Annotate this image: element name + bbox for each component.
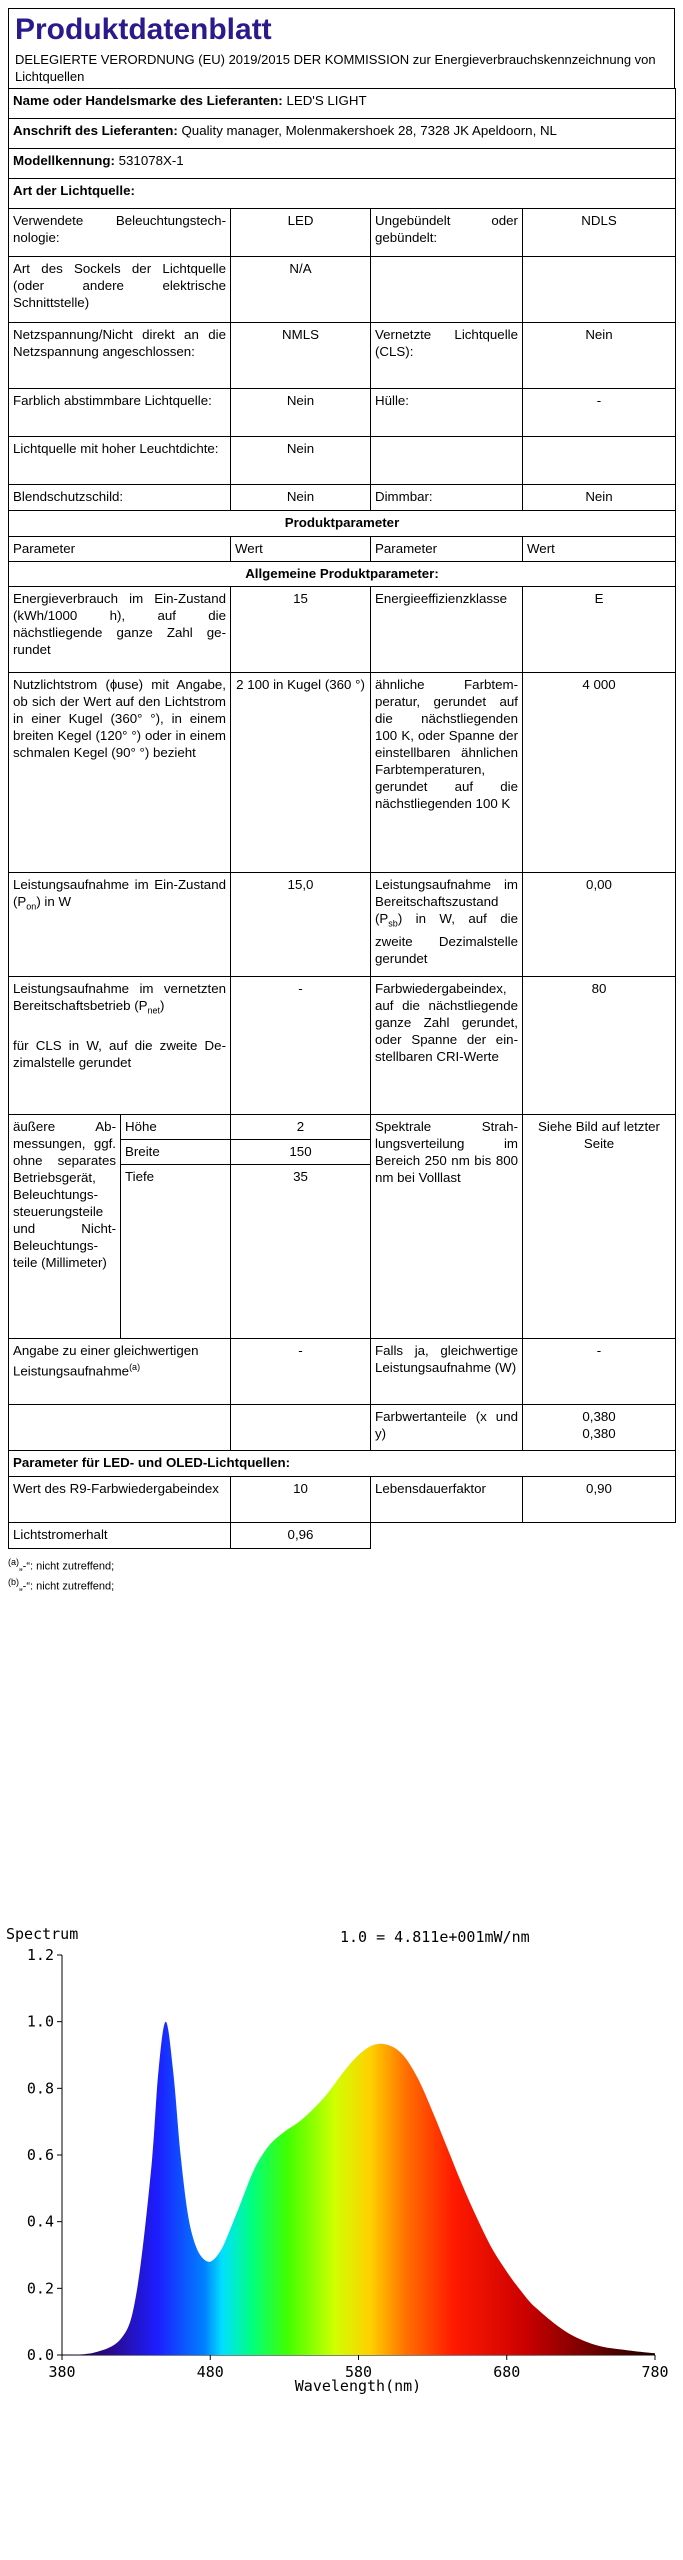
table-row xyxy=(9,1405,676,1451)
spectral-distribution-value: Siehe Bild auf letzter Seite xyxy=(523,1115,676,1339)
spectrum-area-layer xyxy=(62,2022,655,2355)
y-ticks xyxy=(27,1946,62,2364)
general-params-section: Allgemeine Produktparameter: xyxy=(9,562,676,587)
on-mode-power-label xyxy=(9,873,231,977)
on-mode-power-value: 15,0 xyxy=(231,873,371,977)
networked-subscript: net xyxy=(147,1005,161,1016)
depth-label: Tiefe xyxy=(121,1165,231,1339)
led-params-section: Parameter für LED- und OLED-Lichtquellen: xyxy=(9,1451,676,1477)
table-row xyxy=(9,485,676,511)
survival-factor-value: 0,90 xyxy=(523,1477,676,1523)
equivalent-power-claim-text: Angabe zu einer gleichwertigen Leistungsaufnahme xyxy=(13,1343,199,1379)
networked-standby-label-text: Leistungsaufnahme im vernetzten Bereitschaftsbetrieb (P xyxy=(13,981,226,1013)
chromaticity-value xyxy=(523,1405,676,1451)
tunable-label: Farblich abstimmbare Lichtquelle: xyxy=(9,389,231,437)
y-tick-label: 0.0 xyxy=(26,2346,54,2364)
nondirectional-value: NDLS xyxy=(523,209,676,257)
table-row xyxy=(9,209,676,257)
table-row xyxy=(9,389,676,437)
networked-standby-note: für CLS in W, auf die zweite Dezimalstelle gerundet xyxy=(13,1037,226,1070)
cct-label: ähnliche Farbtemperatur, gerundet auf die nächstliegenden 100 K, oder Spanne der einstellbaren ähnlichen Farbtemperaturen, gerundet auf die nächstliegenden 100 K xyxy=(371,673,523,873)
height-value: 2 xyxy=(231,1115,371,1140)
tech-value: LED xyxy=(231,209,371,257)
on-mode-power-label-text: Leistungsaufnahme im Ein-Zustand (P xyxy=(13,877,226,909)
spectral-distribution-label: Spektrale Strahlungsverteilung im Bereich 250 nm bis 800 nm bei Volllast xyxy=(371,1115,523,1339)
col-param-header: Parameter xyxy=(9,537,231,562)
footnote-b xyxy=(8,1575,675,1595)
x-tick-label: 780 xyxy=(641,2363,669,2381)
light-source-section-row xyxy=(9,179,676,209)
energy-class-value: E xyxy=(523,587,676,673)
height-label: Höhe xyxy=(121,1115,231,1140)
networked-standby-label xyxy=(9,977,231,1115)
glare-value: Nein xyxy=(231,485,371,511)
footnote-a-text: „-“: nicht zutreffend; xyxy=(19,1560,115,1573)
supplier-address-row xyxy=(9,119,676,149)
high-luminance-value: Nein xyxy=(231,437,371,485)
chart-title: 1.0 = 4.811e+001mW/nm xyxy=(340,1928,530,1946)
product-params-section: Produktparameter xyxy=(9,511,676,537)
footnotes xyxy=(8,1555,675,1594)
product-params-section-row xyxy=(9,511,676,537)
supplier-name-label: Name oder Handelsmarke des Lieferanten: xyxy=(13,93,283,108)
envelope-label: Hülle: xyxy=(371,389,523,437)
dimensions-label: äußere Abmessungen, ggf. ohne separates Betriebsgerät, Beleuchtungssteuerungsteile und Nicht-Beleuchtungsteile (Millimeter) xyxy=(9,1115,121,1339)
table-row xyxy=(9,437,676,485)
lumen-maintenance-value: 0,96 xyxy=(231,1523,371,1549)
x-tick-label: 480 xyxy=(196,2363,224,2381)
page-title: Produktdatenblatt xyxy=(15,13,272,46)
energy-value: 15 xyxy=(231,587,371,673)
luminous-flux-label: Nutzlichtstrom (ɸuse) mit Angabe, ob sich der Wert auf den Lichtstrom in einer Kugel (360° °), in einem breiten Kegel (120° °) oder in einem schmalen Kegel (90° °) bezieht xyxy=(9,673,231,873)
equivalent-power-claim-value: - xyxy=(231,1339,371,1405)
glare-label: Blendschutzschild: xyxy=(9,485,231,511)
footnote-a-mark: (a) xyxy=(8,1557,19,1567)
y-tick-label: 1.0 xyxy=(26,2012,54,2031)
nondirectional-label: Ungebündelt oder gebündelt: xyxy=(371,209,523,257)
model-label: Modellkennung: xyxy=(13,153,115,168)
spectrum-area xyxy=(62,2022,655,2355)
table-row xyxy=(9,673,676,873)
mains-value: NMLS xyxy=(231,323,371,389)
col-value-header-2: Wert xyxy=(523,537,676,562)
energy-class-label: Energieeffizienzklasse xyxy=(371,587,523,673)
footnote-b-text: „-“: nicht zutreffend; xyxy=(19,1580,115,1593)
empty-cell xyxy=(523,437,676,485)
x-tick-label: 380 xyxy=(48,2363,76,2381)
y-tick-label: 0.8 xyxy=(26,2079,54,2098)
dimmable-value: Nein xyxy=(523,485,676,511)
mains-label: Netzspannung/Nicht direkt an die Netzspannung angeschlossen: xyxy=(9,323,231,389)
general-params-section-row xyxy=(9,562,676,587)
socket-label: Art des Sockels der Lichtquelle (oder andere elektrische Schnittstelle) xyxy=(9,257,231,323)
empty-cell xyxy=(371,257,523,323)
cri-value: 80 xyxy=(523,977,676,1115)
cri-label: Farbwiedergabeindex, auf die nächstliegende ganze Zahl gerundet, oder Spanne der einstellbaren CRI-Werte xyxy=(371,977,523,1115)
column-header-row xyxy=(9,537,676,562)
light-source-section: Art der Lichtquelle: xyxy=(9,179,676,209)
depth-value: 35 xyxy=(231,1165,371,1339)
table-row xyxy=(9,323,676,389)
on-mode-subscript: on xyxy=(26,901,37,912)
y-tick-label: 1.2 xyxy=(26,1946,54,1964)
col-param-header-2: Parameter xyxy=(371,537,523,562)
supplier-address-value: Quality manager, Molenmakershoek 28, 7328 JK Apeldoorn, NL xyxy=(181,123,557,138)
supplier-name-value: LED'S LIGHT xyxy=(286,93,367,108)
standby-power-unit: ) in W, auf die zweite Dezimalstelle gerundet xyxy=(375,911,518,966)
r9-value: 10 xyxy=(231,1477,371,1523)
x-tick-label: 580 xyxy=(344,2363,373,2381)
supplier-address-label: Anschrift des Lieferanten: xyxy=(13,123,178,138)
energy-label: Energieverbrauch im Ein-Zustand (kWh/1000 h), auf die nächstliegende ganze Zahl gerundet xyxy=(9,587,231,673)
y-tick-label: 0.6 xyxy=(26,2146,54,2164)
x-axis-label: Wavelength(nm) xyxy=(294,2377,422,2395)
table-row xyxy=(9,977,676,1115)
footnote-a xyxy=(8,1555,675,1575)
table-row xyxy=(9,1339,676,1405)
connected-label: Vernetzte Lichtquelle (CLS): xyxy=(371,323,523,389)
connected-value: Nein xyxy=(523,323,676,389)
chromaticity-y: 0,380 xyxy=(582,1426,616,1441)
product-data-table xyxy=(8,88,676,1549)
networked-standby-value: - xyxy=(231,977,371,1115)
table-row xyxy=(9,1523,676,1549)
table-row xyxy=(9,257,676,323)
spectrum-svg xyxy=(0,1925,683,2425)
y-tick-label: 0.4 xyxy=(26,2212,54,2231)
standby-power-value: 0,00 xyxy=(523,873,676,977)
tech-label: Verwendete Beleuchtungstechnologie: xyxy=(9,209,231,257)
chromaticity-x: 0,380 xyxy=(582,1409,616,1424)
table-row xyxy=(9,587,676,673)
standby-power-label-text: Leistungsaufnahme im Bereitschaftszustand (P xyxy=(375,877,518,926)
envelope-value: - xyxy=(523,389,676,437)
standby-power-label xyxy=(371,873,523,977)
equivalent-power-label: Falls ja, gleichwertige Leistungsaufnahme (W) xyxy=(371,1339,523,1405)
empty-cell xyxy=(523,257,676,323)
empty-cell xyxy=(371,437,523,485)
cct-value: 4 000 xyxy=(523,673,676,873)
table-row xyxy=(9,873,676,977)
spectrum-chart xyxy=(0,1925,683,2425)
width-label: Breite xyxy=(121,1140,231,1165)
on-mode-power-unit: ) in W xyxy=(36,894,72,909)
empty-cell xyxy=(523,1523,676,1549)
table-row xyxy=(9,1477,676,1523)
col-value-header: Wert xyxy=(231,537,371,562)
dimensions-row xyxy=(9,1115,676,1140)
model-value: 531078X-1 xyxy=(118,153,184,168)
lumen-maintenance-label: Lichtstromerhalt xyxy=(9,1523,231,1549)
luminous-flux-value: 2 100 in Kugel (360 °) xyxy=(231,673,371,873)
networked-paren: ) xyxy=(160,998,165,1013)
equivalent-power-claim-label xyxy=(9,1339,231,1405)
empty-cell xyxy=(231,1405,371,1451)
x-tick-label: 680 xyxy=(493,2363,521,2381)
tunable-value: Nein xyxy=(231,389,371,437)
title-block xyxy=(8,8,675,88)
socket-value: N/A xyxy=(231,257,371,323)
standby-subscript: sb xyxy=(388,918,398,929)
product-data-sheet xyxy=(8,8,675,1594)
survival-factor-label: Lebensdauerfaktor xyxy=(371,1477,523,1523)
r9-label: Wert des R9-Farbwiedergabeindex xyxy=(9,1477,231,1523)
high-luminance-label: Lichtquelle mit hoher Leuchtdichte: xyxy=(9,437,231,485)
chromaticity-label: Farbwertanteile (x und y) xyxy=(371,1405,523,1451)
equivalent-power-value: - xyxy=(523,1339,676,1405)
regulation-reference: DELEGIERTE VERORDNUNG (EU) 2019/2015 DER KOMMISSION zur Energieverbrauchskennzeichnung von Lichtquellen xyxy=(15,52,656,84)
footnote-b-mark: (b) xyxy=(8,1576,19,1587)
width-value: 150 xyxy=(231,1140,371,1165)
led-section-row xyxy=(9,1451,676,1477)
model-row xyxy=(9,149,676,179)
y-tick-label: 0.2 xyxy=(26,2279,54,2298)
empty-cell xyxy=(9,1405,231,1451)
chart-corner-label: Spectrum xyxy=(6,1925,79,1943)
dimmable-label: Dimmbar: xyxy=(371,485,523,511)
footnote-a-ref: (a) xyxy=(129,1362,141,1372)
supplier-name-row xyxy=(9,89,676,119)
empty-cell xyxy=(371,1523,523,1549)
